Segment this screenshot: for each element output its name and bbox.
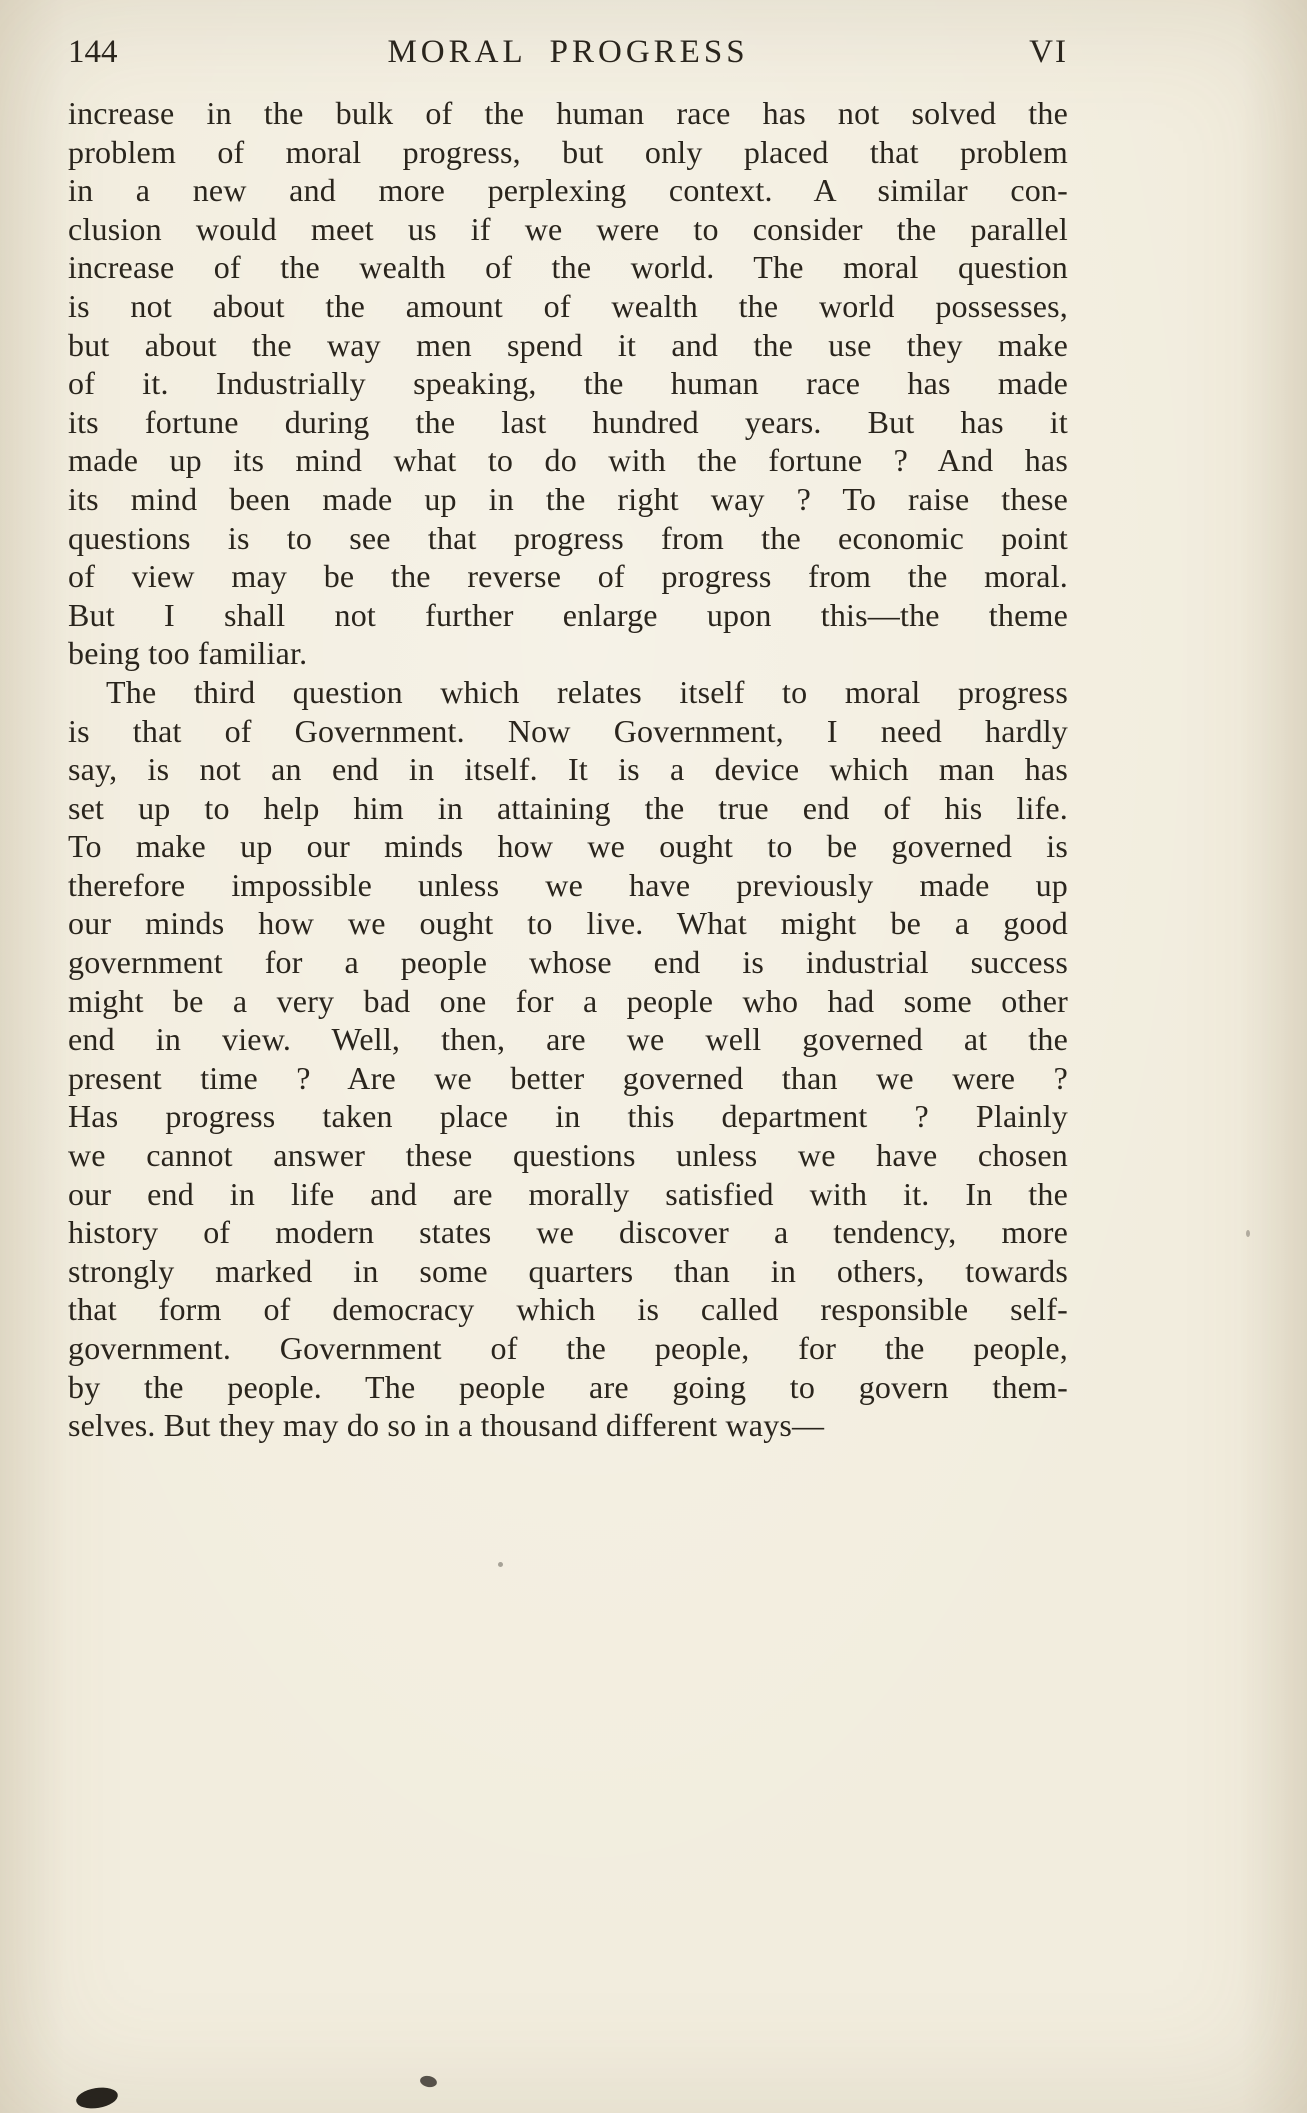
- chapter-numeral: VI: [1029, 34, 1068, 70]
- text-line: its mind been made up in the right way ? To raise these: [68, 480, 1068, 517]
- text-line: but about the way men spend it and the use they make: [68, 326, 1068, 363]
- text-line: that form of democracy which is called responsible self-: [68, 1291, 1068, 1328]
- text-line: selves. But they may do so in a thousand different ways—: [68, 1407, 825, 1444]
- text-line: end in view. Well, then, are we well governed at the: [68, 1021, 1068, 1058]
- text-line: increase in the bulk of the human race has not solved the: [68, 95, 1068, 131]
- text-line: therefore impossible unless we have previously made up: [68, 866, 1068, 903]
- text-line: say, is not an end in itself. It is a device which man has: [68, 751, 1068, 788]
- text-line: might be a very bad one for a people who had some other: [68, 982, 1068, 1019]
- ink-speck: [1246, 1230, 1250, 1237]
- page-body: [68, 94, 1068, 1445]
- page-header: [68, 34, 1068, 78]
- text-line: problem of moral progress, but only placed that problem: [68, 133, 1068, 170]
- page-number: 144: [68, 34, 118, 70]
- text-line: strongly marked in some quarters than in others, towards: [68, 1252, 1068, 1289]
- text-line: To make up our minds how we ought to be governed is: [68, 828, 1068, 865]
- text-line: our end in life and are morally satisfied with it. In the: [68, 1175, 1068, 1212]
- text-line: questions is to see that progress from the economic point: [68, 519, 1068, 556]
- ink-speck: [498, 1562, 503, 1567]
- text-line: Has progress taken place in this department ? Plainly: [68, 1098, 1068, 1135]
- text-line: in a new and more perplexing context. A similar con-: [68, 172, 1068, 209]
- paragraph: [68, 673, 1068, 1445]
- paragraph: [68, 94, 1068, 673]
- ink-smudge: [419, 2074, 438, 2088]
- ink-smudge: [75, 2085, 120, 2111]
- text-line: is that of Government. Now Government, I need hardly: [68, 712, 1068, 749]
- text-line: being too familiar.: [68, 635, 308, 672]
- text-line: set up to help him in attaining the true end of his life.: [68, 789, 1068, 826]
- text-line: its fortune during the last hundred years. But has it: [68, 403, 1068, 440]
- text-line: government for a people whose end is industrial success: [68, 944, 1068, 981]
- text-line: by the people. The people are going to govern them-: [68, 1368, 1068, 1405]
- text-line: made up its mind what to do with the fortune ? And has: [68, 442, 1068, 479]
- text-line: government. Government of the people, for the people,: [68, 1330, 1068, 1366]
- text-line: is not about the amount of wealth the world possesses,: [68, 287, 1068, 324]
- text-line: history of modern states we discover a tendency, more: [68, 1214, 1068, 1251]
- text-line: The third question which relates itself to moral progress: [106, 673, 1068, 710]
- text-line: But I shall not further enlarge upon this—the theme: [68, 596, 1068, 633]
- text-line: of view may be the reverse of progress from the moral.: [68, 558, 1068, 595]
- text-line: of it. Industrially speaking, the human race has made: [68, 365, 1068, 402]
- text-line: clusion would meet us if we were to consider the parallel: [68, 210, 1068, 247]
- text-line: we cannot answer these questions unless we have chosen: [68, 1137, 1068, 1174]
- text-line: increase of the wealth of the world. The moral question: [68, 249, 1068, 286]
- text-line: present time ? Are we better governed than we were ?: [68, 1059, 1068, 1096]
- running-title: MORAL PROGRESS: [387, 34, 749, 70]
- text-line: our minds how we ought to live. What might be a good: [68, 905, 1068, 942]
